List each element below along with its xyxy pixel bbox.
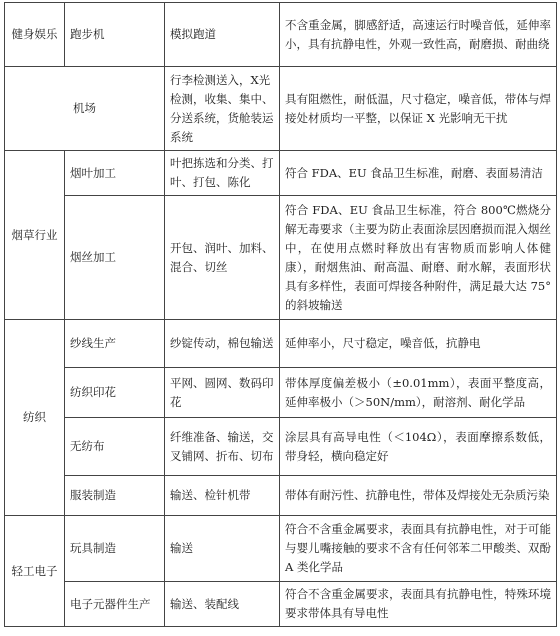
process-cell: 纤维准备、输送，交叉铺网、折布、切布 [165,418,280,476]
industry-cell: 烟草行业 [5,151,65,320]
process-cell: 输送、装配线 [165,582,280,627]
sector-cell: 机场 [5,67,165,151]
process-cell: 纱锭传动，棉包输送 [165,320,280,368]
industry-cell: 轻工电子 [5,516,65,627]
process-cell: 模拟跑道 [165,3,280,67]
sector-cell: 电子元器件生产 [65,582,165,627]
table-row [5,151,557,196]
requirement-cell: 具有阻燃性，耐低温，尺寸稳定，噪音低，带体与焊接处材质均一平整，以保证 X 光影响无干扰 [280,67,557,151]
table-row [5,67,557,151]
table-row [5,320,557,368]
sector-cell: 跑步机 [65,3,165,67]
requirement-cell: 带体有耐污性、抗静电性，带体及焊接处无杂质污染 [280,476,557,516]
table-row [5,582,557,627]
sector-cell: 无纺布 [65,418,165,476]
table-row [5,368,557,418]
requirement-cell: 不含重金属，脚感舒适，高速运行时噪音低，延伸率小，具有抗静电性，外观一致性高，耐磨损、耐曲绕 [280,3,557,67]
application-table [4,2,557,627]
sector-cell: 烟丝加工 [65,196,165,320]
sector-cell: 纺织印花 [65,368,165,418]
sector-cell: 烟叶加工 [65,151,165,196]
requirement-cell: 符合 FDA、EU 食品卫生标准，符合 800℃燃烧分解无毒要求（主要为防止表面涂层因磨损而混入烟丝中，在使用点燃时释放出有害物质而影响人体健康），耐烟焦油、耐高温、耐磨、耐水解，表面形状具有多样性，表面可焊接各种附件，满足最大达 75°的斜坡输送 [280,196,557,320]
requirement-cell: 带体厚度偏差极小（±0.01mm），表面平整度高，延伸率极小（＞50N/mm），耐溶剂、耐化学品 [280,368,557,418]
process-cell: 输送、检针机带 [165,476,280,516]
requirement-cell: 符合不含重金属要求，表面具有抗静电性，对于可能与婴儿嘴接触的要求不含有任何邻苯二甲酸类、双酚 A 类化学品 [280,516,557,582]
industry-cell: 纺织 [5,320,65,516]
requirement-cell: 涂层具有高导电性（＜104Ω），表面摩擦系数低，带身轻，横向稳定好 [280,418,557,476]
table-row [5,476,557,516]
table-row [5,3,557,67]
process-cell: 平网、圆网、数码印花 [165,368,280,418]
requirement-cell: 符合 FDA、EU 食品卫生标准，耐磨、表面易清洁 [280,151,557,196]
sector-cell: 玩具制造 [65,516,165,582]
process-cell: 行李检测送入，X光检测，收集、集中、分送系统，货舱装运系统 [165,67,280,151]
sector-cell: 纱线生产 [65,320,165,368]
requirement-cell: 符合不含重金属要求，表面具有抗静电性，特殊环境要求带体具有导电性 [280,582,557,627]
industry-cell: 健身娱乐 [5,3,65,67]
requirement-cell: 延伸率小，尺寸稳定，噪音低，抗静电 [280,320,557,368]
sector-cell: 服装制造 [65,476,165,516]
table-row [5,418,557,476]
process-cell: 开包、润叶、加料、混合、切丝 [165,196,280,320]
table-row [5,196,557,320]
process-cell: 叶把拣选和分类、打叶、打包、陈化 [165,151,280,196]
process-cell: 输送 [165,516,280,582]
table-row [5,516,557,582]
